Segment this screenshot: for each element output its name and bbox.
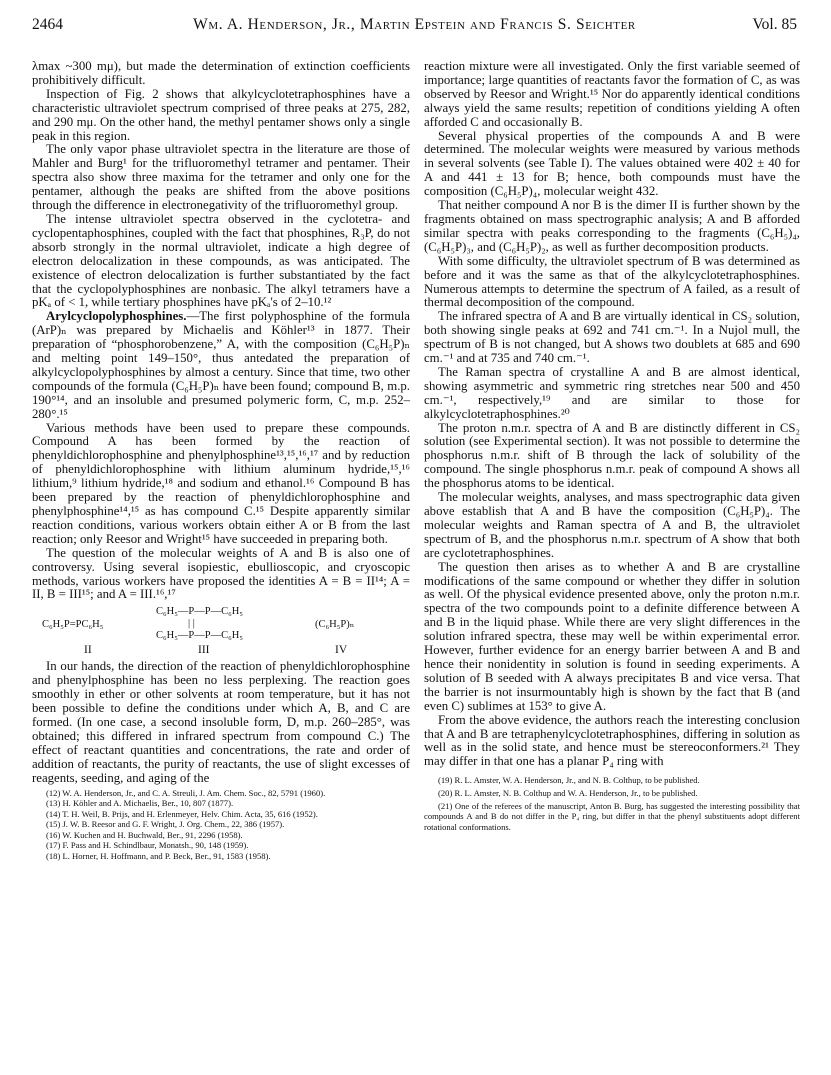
structure-III-bonds: | | bbox=[188, 618, 195, 630]
paragraph: reaction mixture were all investigated. Only the first variable seemed of importance; large quantities of reactants favor the formation of C, as was observed by Reesor and Wright.¹⁵ Nor do apparently identical conditions always yield the same results; repetition of conditions yielding A often afforded C and occasionally B. bbox=[424, 59, 800, 129]
paragraph: In our hands, the direction of the reaction of phenyldichlorophosphine and phenylphosphine has been no less perplexing. The reaction goes smoothly in ether or other solvents at room temperature, but it has not been possible to define the conditions under which A, B, and C are formed. (In one case, a second insoluble form, D, m.p. 260–285°, was obtained; this differed in infrared spectrum from compound C.) The effect of reactant quantities and concentrations, the rate and order of addition of reactants, the purity of reactants, the use of slight excesses of reagents, seeding, and aging of the bbox=[32, 659, 410, 785]
footnote: (16) W. Kuchen and H. Buchwald, Ber., 91, 2296 (1958). bbox=[46, 829, 243, 840]
structure-II-label: II bbox=[84, 644, 92, 657]
page-number: 2464 bbox=[32, 16, 63, 33]
paragraph: The question of the molecular weights of A and B is also one of controversy. Using several isopiestic, ebullioscopic, and cryoscopic methods, various workers have proposed the identities A = B = II¹⁴; A = II, B = III¹⁵; and A = III.¹⁶,¹⁷ bbox=[32, 545, 410, 602]
structure-III-top: C₆H₅—P—P—C₆H₅ bbox=[156, 606, 243, 618]
paragraph: The proton n.m.r. spectra of A and B are distinctly different in CS₂ solution (see Experimental section). It was not possible to determine the phosphorus n.m.r. shift of B through the lack of solubility of the compound. The single phosphorus n.m.r. peak of compound A shows all the phosphorus atoms to be identical. bbox=[424, 420, 800, 491]
footnote: (21) One of the referees of the manuscript, Anton B. Burg, has suggested the interesting possibility that compounds A and B do not differ in the P₄ ring, but differ in that the phenyl substituents adopt different rotational conformations. bbox=[424, 800, 800, 833]
paragraph-text: —The first polyphosphine of the formula (ArP)ₙ was prepared by Michaelis and Köhler¹³ in 1877. Their preparation of “phosphorobenzene,” A, with the composition (C₆H₅P)ₙ and melting point 149–150°, thus antedated the preparation of alkylcyclopolyphosphines by almost a century. Since that time, two other compounds of the formula (C₆H₅P)ₙ have been found; compound B, m.p. 190°¹⁴, and an insoluble and presumed polymeric form, C, m.p. 252–280°.¹⁵ bbox=[32, 309, 410, 421]
footnote: (15) J. W. B. Reesor and G. F. Wright, J. Org. Chem., 22, 386 (1957). bbox=[46, 819, 285, 830]
structure-III-label: III bbox=[198, 644, 210, 657]
paragraph: The infrared spectra of A and B are virtually identical in CS₂ solution, both showing single peaks at 692 and 741 cm.⁻¹. In a Nujol mull, the spectrum of B is not changed, but A shows two doublets at 685 and 690 cm.⁻¹ and at 735 and 740 cm.⁻¹. bbox=[424, 309, 800, 366]
structure-II-formula: C₆H₅P=PC₆H₅ bbox=[42, 619, 104, 631]
paragraph: From the above evidence, the authors reach the interesting conclusion that A and B are tetraphenylcyclotetraphosphines, differing in solution as well as in the solid state, and hence must be stereoconformers.²¹ They may differ in that one has a planar P₄ ring with bbox=[424, 712, 800, 769]
paragraph: That neither compound A nor B is the dimer II is further shown by the fragments obtained on mass spectrographic analysis; A and B afforded similar spectra with peaks corresponding to the fragments (C₆H₅)₄, (C₆H₅P)₃, and (C₆H₅P)₂, as well as further decomposition products. bbox=[424, 198, 800, 254]
footnote: (19) R. L. Amster, W. A. Henderson, Jr., and N. B. Colthup, to be published. bbox=[438, 775, 700, 786]
left-column bbox=[32, 60, 410, 862]
structure-formulas bbox=[32, 603, 410, 659]
paragraph: With some difficulty, the ultraviolet spectrum of B was determined as before and it was the same as that of the alkylcyclotetraphosphines. Numerous attempts to determine the spectrum of A failed, as a result of thermal decomposition of the compound. bbox=[424, 253, 800, 310]
section-heading: Arylcyclopolyphosphines. bbox=[46, 309, 187, 324]
paragraph: The intense ultraviolet spectra observed in the cyclotetra- and cyclopentaphosphines, coupled with the fact that phosphines, R₃P, do not absorb strongly in the normal ultraviolet, indicate a high degree of electron delocalization in these compounds, as was anticipated. The existence of electron delocalization is further substantiated by the fact that the cyclopolyphosphines are nonbasic. The alkyl tetramers have a pKₐ of < 1, while tertiary phosphines have pKₐ's of 2–10.¹² bbox=[32, 211, 410, 310]
footnote: (12) W. A. Henderson, Jr., and C. A. Streuli, J. Am. Chem. Soc., 82, 5791 (1960). bbox=[46, 787, 326, 798]
paragraph bbox=[32, 310, 410, 421]
right-column bbox=[424, 60, 800, 835]
footnotes-left bbox=[32, 788, 410, 862]
paragraph: Various methods have been used to prepare these compounds. Compound A has been formed by the reaction of phenyldichlorophosphine and phenylphosphine¹³,¹⁵,¹⁶,¹⁷ and by reduction of phenyldichlorophosphine with lithium aluminum hydride,¹⁵,¹⁶ lithium,⁹ lithium hydride,¹⁸ and sodium and ethanol.¹⁶ Compound B has been prepared by the reaction of phenyldichlorophosphine and phenylphosphine¹⁴,¹⁵ as has compound C.¹⁵ Despite apparently similar reaction conditions, various workers obtain either A or B from the last reaction; only Reesor and Wright¹⁵ have succeeded in preparing both. bbox=[32, 420, 410, 546]
footnote: (14) T. H. Weil, B. Prijs, and H. Erlenmeyer, Helv. Chim. Acta, 35, 616 (1952). bbox=[46, 808, 318, 819]
running-authors: Wm. A. Henderson, Jr., Martin Epstein and Francis S. Seichter bbox=[193, 16, 636, 33]
footnote: (18) L. Horner, H. Hoffmann, and P. Beck, Ber., 91, 1583 (1958). bbox=[46, 851, 271, 862]
paragraph: The question then arises as to whether A and B are crystalline modifications of the same compound or whether they differ in solution as well. Of the physical evidence presented above, only the proton n.m.r. spectra of the two compounds point to a definite difference between A and B in the liquid phase. While there are very slight differences in the solution infrared spectra, these may well be within experimental error. However, further evidence for an energy barrier between A and B and hence their nonidentity in solution is found in seeding experiments. A solution of B seeded with A always precipitates B and vice versa. That the barrier is not insurmountably high is shown by the fact that B (and even C) sublimes at 153° to give A. bbox=[424, 559, 800, 713]
structure-IV-formula: (C₆H₅P)ₙ bbox=[315, 619, 355, 631]
footnotes-right bbox=[424, 775, 800, 833]
paragraph: λmax ~300 mμ), but made the determination of extinction coefficients prohibitively difficult. bbox=[32, 59, 410, 87]
paragraph: Inspection of Fig. 2 shows that alkylcyclotetraphosphines have a characteristic ultraviolet spectrum comprised of three peaks at 275, 282, and 290 mμ. On the other hand, the methyl pentamer shows only a single peak in this region. bbox=[32, 86, 410, 143]
structure-III-bottom: C₆H₅—P—P—C₆H₅ bbox=[156, 630, 243, 642]
paragraph: The molecular weights, analyses, and mass spectrographic data given above establish that A and B have the composition (C₆H₅P)₄. The molecular weights and Raman spectra of A and B, the ultraviolet spectrum of B, and the phosphorus n.m.r. spectrum of A show that both are cyclotetraphosphines. bbox=[424, 490, 800, 560]
structure-IV-label: IV bbox=[335, 644, 348, 657]
volume-number: Vol. 85 bbox=[752, 16, 797, 33]
paragraph: The only vapor phase ultraviolet spectra in the literature are those of Mahler and Burg¹ for the trifluoromethyl tetramer and pentamer. Their spectra also show three maxima for the tetramer and only one for the pentamer, although the peaks are shifted from the above positions through the difference in electronegativity of the trifluoromethyl group. bbox=[32, 142, 410, 213]
footnote: (20) R. L. Amster, N. B. Colthup and W. A. Henderson, Jr., to be published. bbox=[438, 787, 698, 798]
footnote: (13) H. Köhler and A. Michaelis, Ber., 10, 807 (1877). bbox=[46, 798, 234, 809]
paragraph: Several physical properties of the compounds A and B were determined. The molecular weights were measured by various methods in several solvents (see Table I). The values obtained were 402 ± 40 for A and 441 ± 13 for B; hence, both compounds must have the composition (C₆H₅P)₄, molecular weight 432. bbox=[424, 128, 800, 199]
footnote: (17) F. Pass and H. Schindlbaur, Monatsh., 90, 148 (1959). bbox=[46, 840, 249, 851]
paragraph: The Raman spectra of crystalline A and B are almost identical, showing asymmetric and symmetric ring stretches near 500 and 450 cm.⁻¹, respectively,¹⁹ and are similar to those for alkylcyclotetraphosphines.²⁰ bbox=[424, 364, 800, 421]
page-header bbox=[32, 16, 797, 36]
